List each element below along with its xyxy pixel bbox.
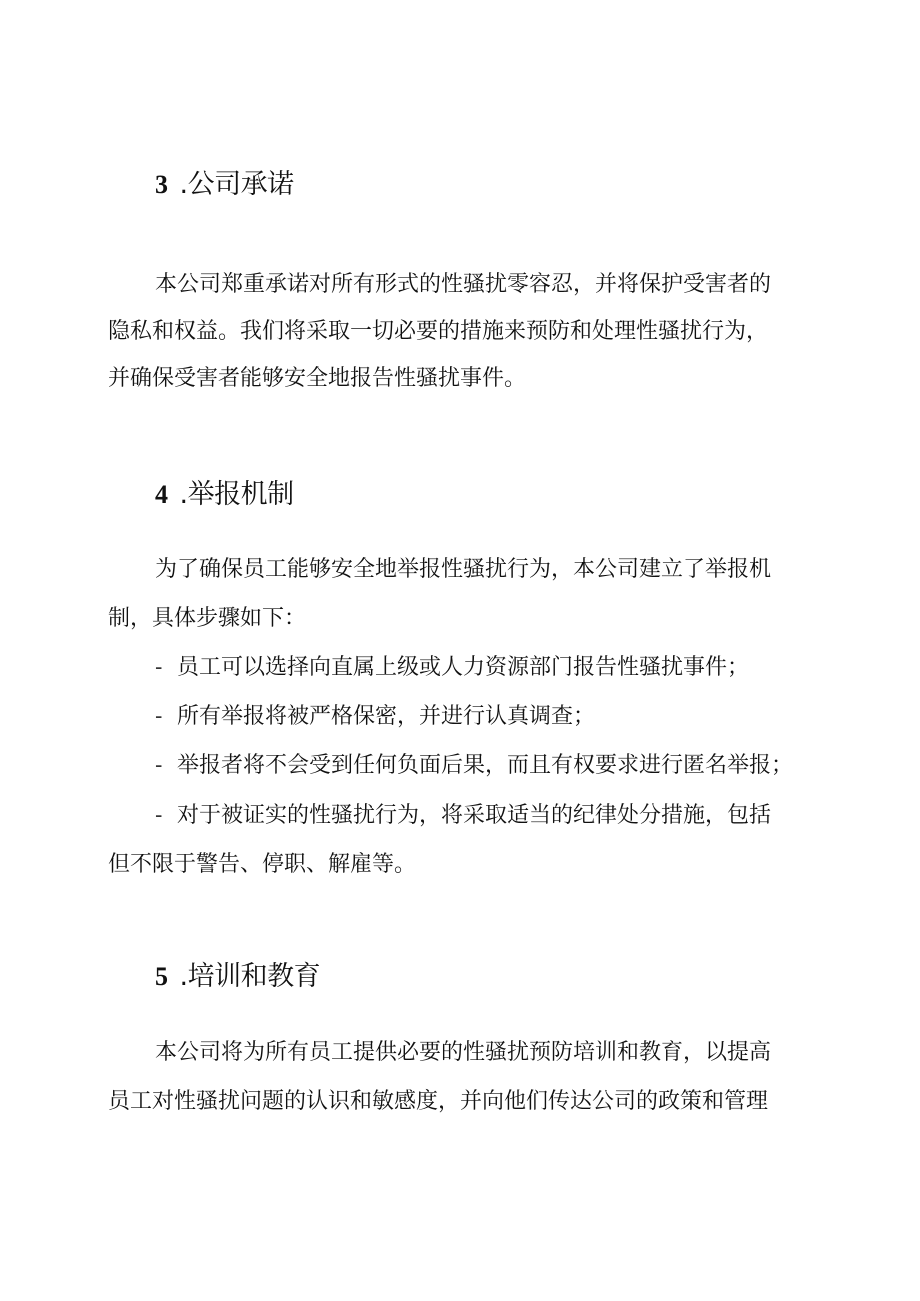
list-item xyxy=(155,793,771,839)
section-3-heading xyxy=(155,168,294,202)
list-item-continuation: 但不限于警告、停职、解雇等。 xyxy=(108,852,417,877)
dash-bullet-marker: - xyxy=(155,704,163,729)
list-item-text: 对于被证实的性骚扰行为，将采取适当的纪律处分措施，包括 xyxy=(177,803,772,828)
section-4-number: 4 xyxy=(155,480,168,509)
section-5-number: 5 xyxy=(155,962,168,991)
list-item xyxy=(155,645,749,691)
section-5-line-2: 员工对性骚扰问题的认识和敏感度，并向他们传达公司的政策和管理 xyxy=(108,1089,769,1114)
list-item-text: 举报者将不会受到任何负面后果，而且有权要求进行匿名举报； xyxy=(177,753,794,778)
section-4-heading xyxy=(155,478,294,512)
section-3-line-3: 并确保受害者能够安全地报告性骚扰事件。 xyxy=(108,366,527,391)
list-item-text: 员工可以选择向直属上级或人力资源部门报告性骚扰事件； xyxy=(177,655,750,680)
section-3-title: .公司承诺 xyxy=(179,169,294,200)
dash-bullet-marker: - xyxy=(155,803,163,828)
list-item xyxy=(155,743,793,789)
section-5-line-1: 本公司将为所有员工提供必要的性骚扰预防培训和教育，以提高 xyxy=(155,1040,772,1065)
section-3-number: 3 xyxy=(155,170,168,199)
list-item-text: 所有举报将被严格保密，并进行认真调查； xyxy=(177,704,596,729)
list-item xyxy=(155,694,595,740)
section-3-line-2: 隐私和权益。我们将采取一切必要的措施来预防和处理性骚扰行为， xyxy=(108,319,769,344)
dash-bullet-marker: - xyxy=(155,655,163,680)
section-5-heading xyxy=(155,960,320,994)
section-5-title: .培训和教育 xyxy=(179,961,321,992)
section-4-line-2: 制，具体步骤如下： xyxy=(108,606,307,631)
section-4-line-1: 为了确保员工能够安全地举报性骚扰行为，本公司建立了举报机 xyxy=(155,557,772,582)
section-3-line-1: 本公司郑重承诺对所有形式的性骚扰零容忍，并将保护受害者的 xyxy=(155,272,772,297)
dash-bullet-marker: - xyxy=(155,753,163,778)
section-4-title: .举报机制 xyxy=(179,479,294,510)
